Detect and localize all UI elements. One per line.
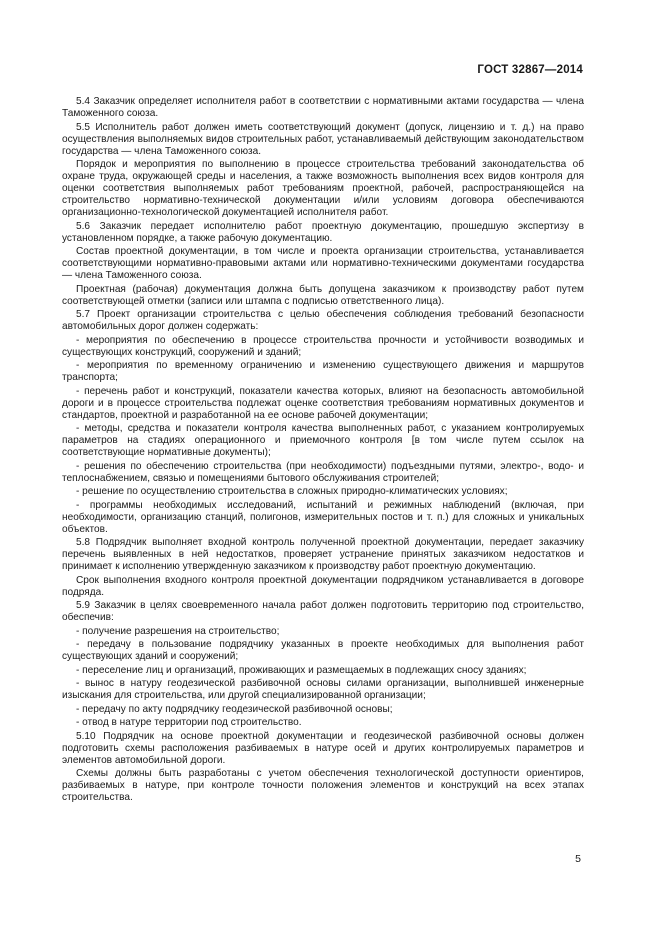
- list-item: - передачу по акту подрядчику геодезической разбивочной основы;: [76, 703, 393, 715]
- paragraph-input-control-term: Срок выполнения входного контроля проектной документации подрядчиком устанавливается в договоре подряда.: [62, 574, 584, 598]
- list-item: - передачу в пользование подрядчику указанных в проекте необходимых для выполнения работ существующих зданий и сооружений;: [62, 639, 584, 662]
- paragraph-5-5: 5.5 Исполнитель работ должен иметь соответствующий документ (допуск, лицензию и т. д.) на право осуществления выполняемых видов строительных работ, устанавливаемый действующим законодательством государства — члена Таможенного союза.: [62, 121, 584, 157]
- list-item: - мероприятия по обеспечению в процессе строительства прочности и устойчивости возводимых и существующих конструкций, сооружений и зданий;: [62, 334, 584, 358]
- list-item: - переселение лиц и организаций, проживающих и размещаемых в подлежащих сносу зданиях;: [76, 664, 527, 676]
- paragraph-5-9: 5.9 Заказчик в целях своевременного начала работ должен подготовить территорию под строительство, обеспечив:: [62, 600, 584, 623]
- paragraph-5-10: 5.10 Подрядчик на основе проектной документации и геодезической разбивочной основы должен подготовить схемы расположения разбиваемых в натуре осей и других контролируемых параметров и элементов автомобильной дороги.: [62, 730, 584, 766]
- paragraph-schemes: Схемы должны быть разработаны с учетом обеспечения технологической доступности ориентиров, разбиваемых в натуре, при контроле точности положения элементов и конструкций на всех этапах строительства.: [62, 768, 584, 803]
- paragraph-labor-safety: Порядок и мероприятия по выполнению в процессе строительства требований законодательства об охране труда, окружающей среды и населения, а также возможность выполнения всех видов контроля для оценки соответствия выполняемых работ требованиям проектной, рабочей, распространяющейся на строительство нормативно-технической документации и/или условиям договора обеспечиваются организационно-технологической документацией исполнителя работ.: [62, 159, 584, 218]
- paragraph-5-7: 5.7 Проект организации строительства с целью обеспечения соблюдения требований безопасности автомобильных дорог должен содержать:: [62, 309, 584, 332]
- paragraph-project-composition: Состав проектной документации, в том числе и проекта организации строительства, устанавливается соответствующими нормативно-правовыми актами или нормативно-техническими документами государства — члена Таможенного союза.: [62, 246, 584, 281]
- list-item: - решение по осуществлению строительства в сложных природно-климатических условиях;: [76, 486, 508, 497]
- paragraph-5-6: 5.6 Заказчик передает исполнителю работ проектную документацию, прошедшую экспертизу в установленном порядке, а также рабочую документацию.: [62, 220, 584, 244]
- paragraph-5-8: 5.8 Подрядчик выполняет входной контроль полученной проектной документации, передает заказчику перечень выявленных в ней недостатков, проверяет устранение принятых заказчиком недостатков и принимает к исполнению утвержденную заказчиком к производству работ проектную документацию.: [62, 537, 584, 572]
- list-item: - получение разрешения на строительство;: [76, 625, 280, 637]
- list-item: - мероприятия по временному ограничению и изменению существующего движения и маршрутов транспорта;: [62, 360, 584, 383]
- paragraph-project-approval: Проектная (рабочая) документация должна быть допущена заказчиком к производству работ путем соответствующей отметки (записи или штампа с подписью ответственного лица).: [62, 283, 584, 307]
- paragraph-5-4: 5.4 Заказчик определяет исполнителя работ в соответствии с нормативными актами государства — члена Таможенного союза.: [62, 96, 584, 119]
- document-code-header: ГОСТ 32867—2014: [477, 64, 583, 76]
- list-item: - решения по обеспечению строительства (при необходимости) подъездными путями, электро-, водо- и теплоснабжением, связью и помещениями бытового обслуживания строителей;: [62, 460, 584, 484]
- list-item: - методы, средства и показатели контроля качества выполненных работ, с указанием контролируемых параметров на стадиях операционного и приемочного контроля [в том числе путем ссылок на соответствующие нормативные документы);: [62, 423, 584, 458]
- document-body: [62, 96, 584, 806]
- page-number: 5: [575, 853, 581, 865]
- list-item: - перечень работ и конструкций, показатели качества которых, влияют на безопасность автомобильной дороги и в процессе строительства подлежат оценке соответствия требованиям нормативных документов и стандартов, проектной и разработанной на ее основе рабочей документации;: [62, 385, 584, 421]
- list-item: - вынос в натуру геодезической разбивочной основы силами организации, выполнившей инженерные изыскания для строительства, или другой специализированной организации;: [62, 678, 584, 701]
- list-item: - программы необходимых исследований, испытаний и режимных наблюдений (включая, при необходимости, организацию станций, полигонов, измерительных постов и т. п.) для сложных и уникальных объектов.: [62, 499, 584, 535]
- list-item: - отвод в натуре территории под строительство.: [76, 717, 302, 728]
